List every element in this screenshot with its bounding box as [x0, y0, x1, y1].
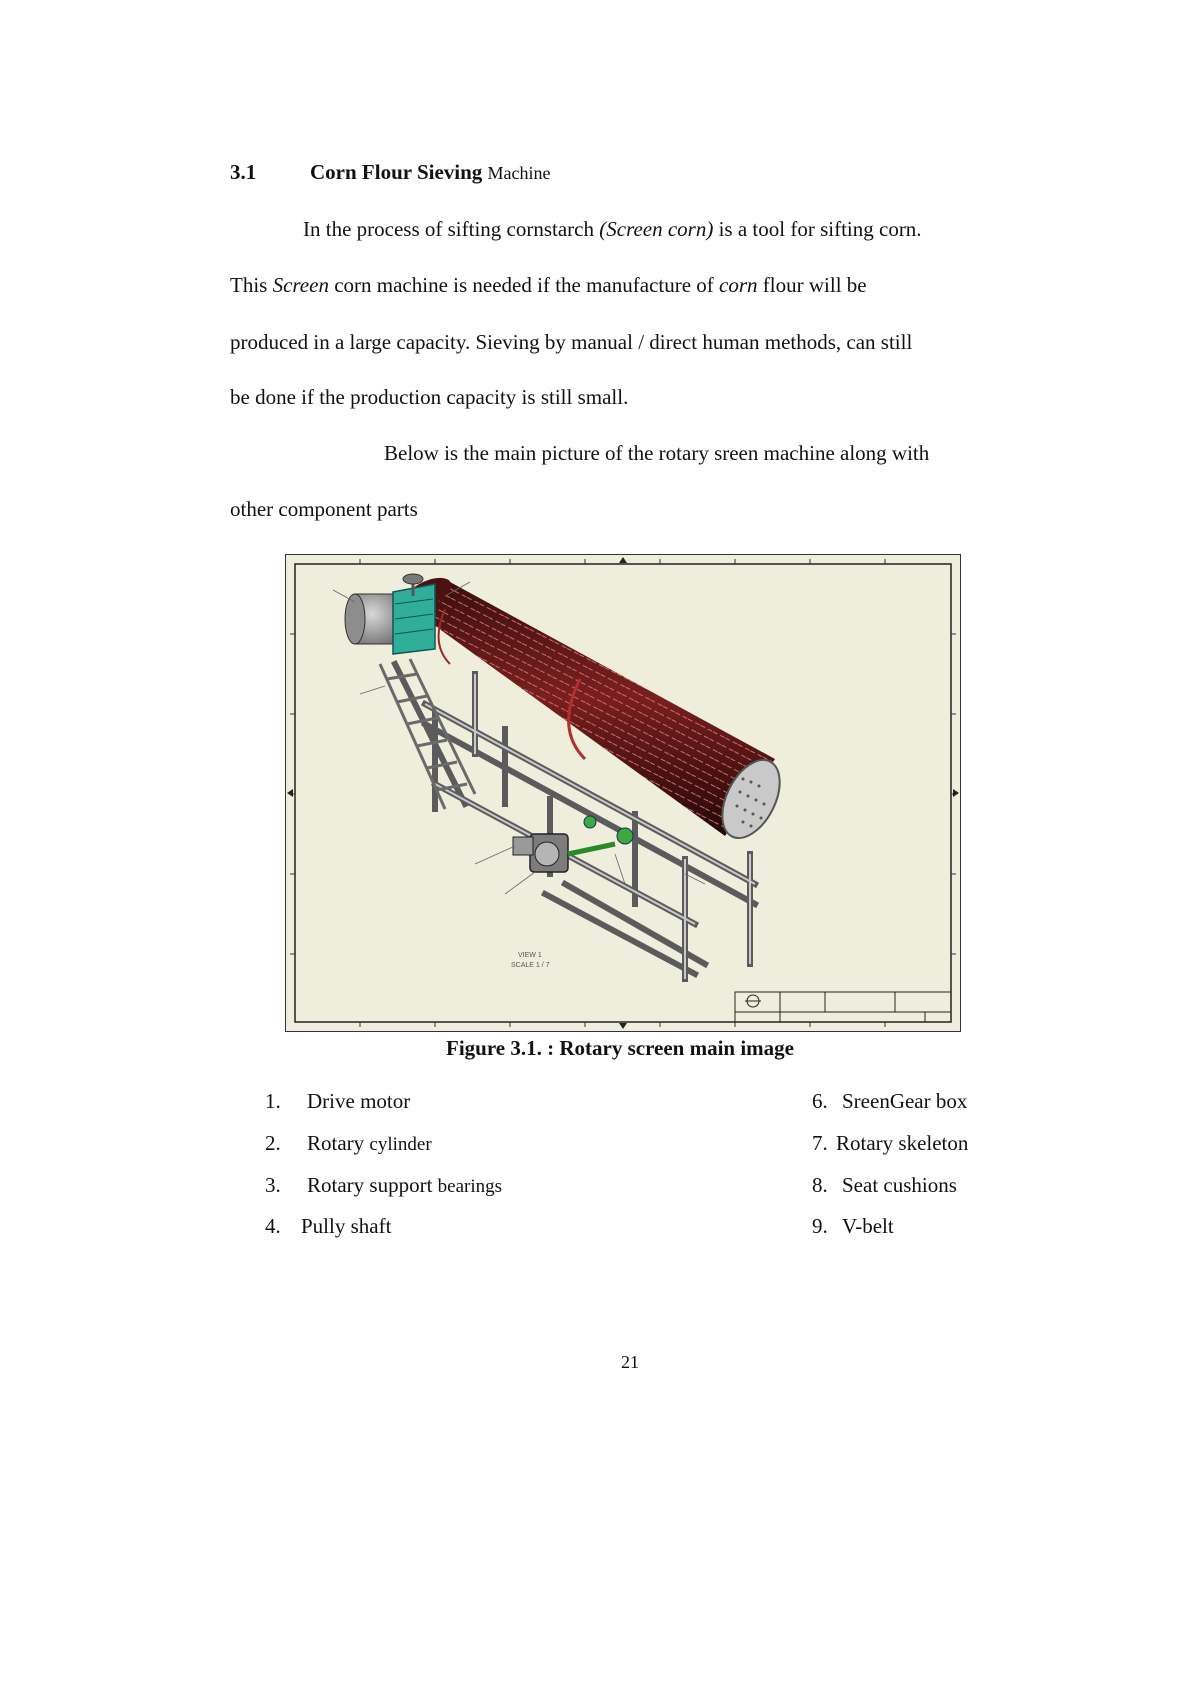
list-label-small: cylinder: [369, 1134, 432, 1155]
para2-line1: Below is the main picture of the rotary sreen machine along with: [384, 441, 930, 465]
list-number: 7.: [812, 1131, 828, 1155]
section-title-rest: Machine: [487, 163, 551, 183]
parts-list-item: [812, 1214, 894, 1239]
para2-line2: other component parts: [230, 497, 418, 521]
para1-italic: (Screen corn): [599, 217, 714, 241]
list-label: Pully shaft: [301, 1214, 392, 1238]
list-label: Seat cushions: [842, 1173, 957, 1197]
list-label: SreenGear box: [842, 1089, 968, 1113]
parts-list-item: [812, 1173, 957, 1198]
para1-line3: produced in a large capacity. Sieving by manual / direct human methods, can still: [230, 330, 913, 354]
list-label: Drive motor: [307, 1089, 411, 1113]
section-heading: [230, 160, 551, 185]
para1-line4: be done if the production capacity is still small.: [230, 385, 629, 409]
para1-line2: [230, 273, 867, 298]
list-label: Rotary: [307, 1131, 370, 1155]
figure-caption: Figure 3.1. : Rotary screen main image: [446, 1036, 794, 1060]
list-number: 3.: [265, 1173, 281, 1197]
para1-italic: corn: [719, 273, 758, 297]
scale-label: SCALE 1 / 7: [511, 962, 550, 969]
list-number: 8.: [812, 1173, 828, 1197]
para1-text: In the process of sifting cornstarch: [303, 217, 600, 241]
para1-line1: [303, 217, 922, 242]
parts-list-item: [265, 1173, 502, 1198]
section-number: 3.1: [230, 160, 257, 184]
view-label: VIEW 1: [518, 952, 542, 959]
list-number: 4.: [265, 1214, 281, 1238]
para1-text: flour will be: [757, 273, 867, 297]
list-label: V-belt: [842, 1214, 894, 1238]
list-number: 9.: [812, 1214, 828, 1238]
list-label: Rotary skeleton: [836, 1131, 969, 1155]
para1-text: corn machine is needed if the manufacture of: [328, 273, 720, 297]
list-label: Rotary support: [307, 1173, 438, 1197]
parts-list-item: [265, 1089, 410, 1114]
page-number: 21: [621, 1352, 639, 1372]
rotary-screen-drawing: [285, 554, 961, 1032]
para1-text: This: [230, 273, 273, 297]
list-number: 2.: [265, 1131, 281, 1155]
para1-text: is a tool for sifting corn.: [713, 217, 922, 241]
parts-list-item: [265, 1131, 432, 1156]
section-title-bold: Corn Flour Sieving: [310, 160, 483, 184]
list-number: 6.: [812, 1089, 828, 1113]
list-number: 1.: [265, 1089, 281, 1113]
parts-list-item: [812, 1089, 967, 1114]
parts-list-item: [812, 1131, 968, 1156]
para1-italic: Screen: [272, 273, 329, 297]
list-label-small: bearings: [437, 1176, 503, 1197]
parts-list-item: [265, 1214, 391, 1239]
